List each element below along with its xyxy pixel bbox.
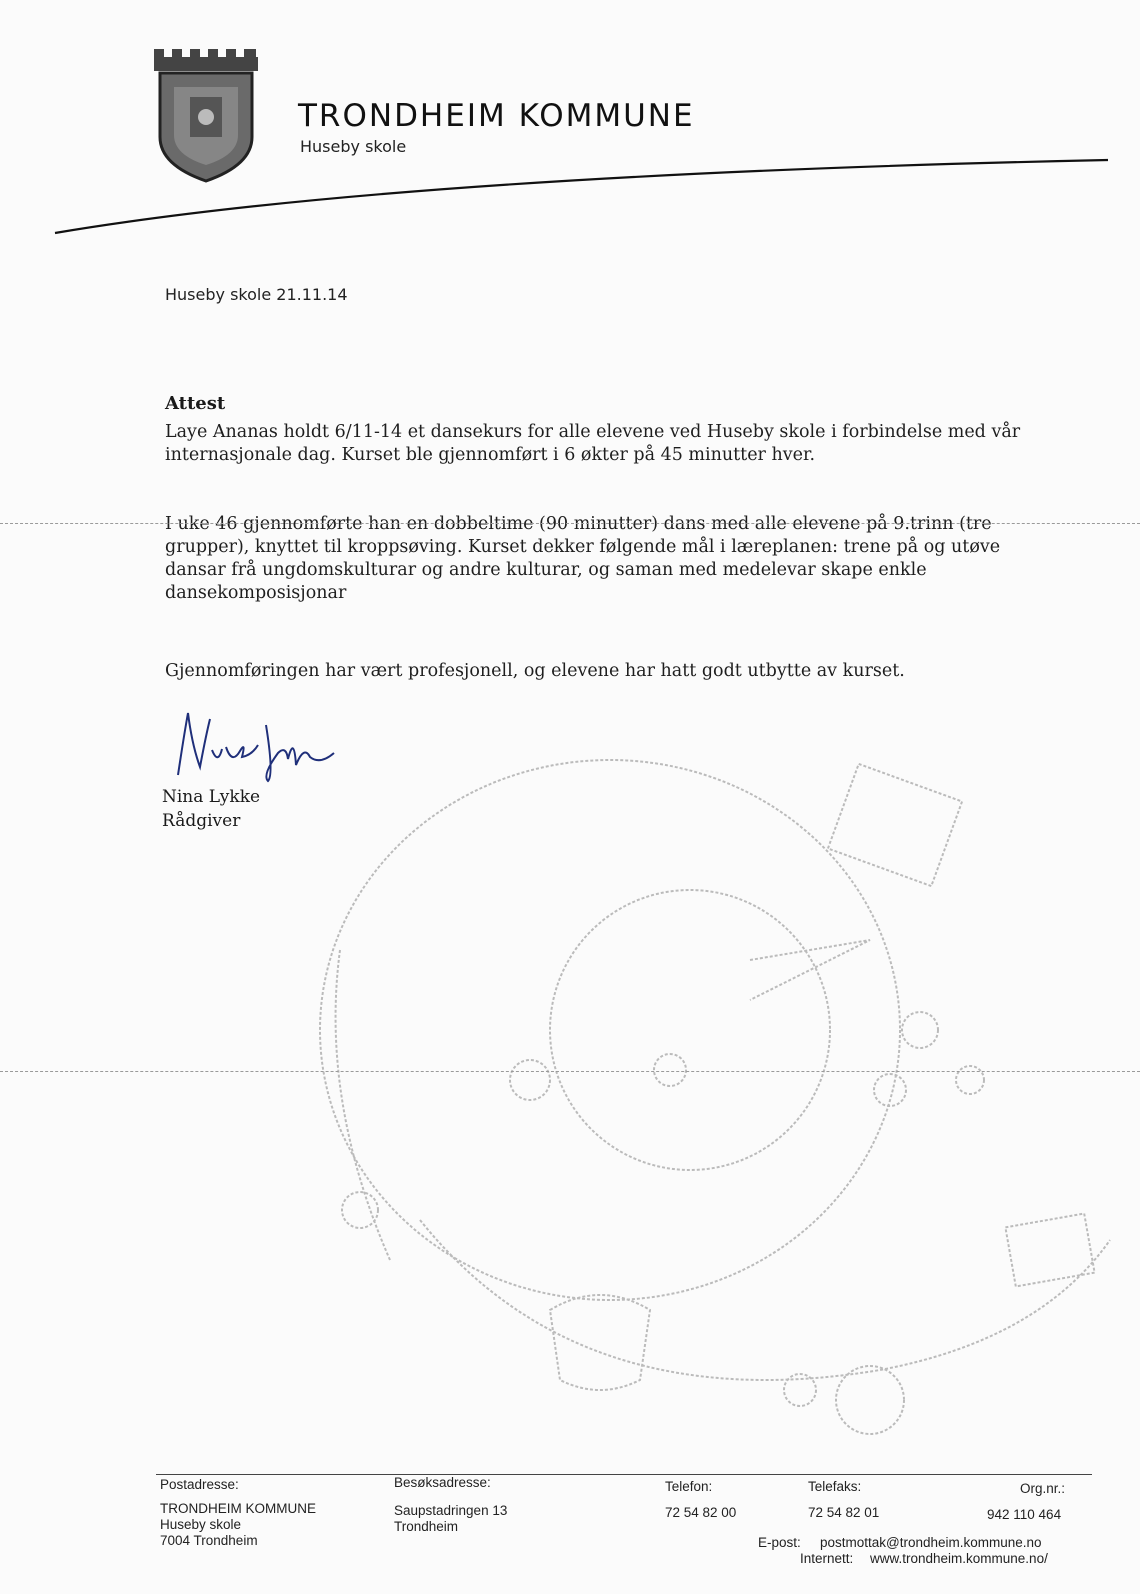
post-address-line: 7004 Trondheim bbox=[160, 1533, 258, 1548]
visit-address-label: Besøksadresse: bbox=[394, 1475, 491, 1490]
visit-address-line: Trondheim bbox=[394, 1519, 459, 1534]
background-illustration bbox=[280, 700, 1130, 1460]
paragraph-2: I uke 46 gjennomførte han en dobbeltime (90 minutter) dans med alle elevene på 9.trinn (tre grupper), knyttet til kroppsøving. Kurset dekker følgende mål i læreplanen: trene på og utøve dansar frå ungdomskulturar og andre kulturar, og saman med medelevar skape enkle dansekomposisjonar bbox=[165, 514, 1001, 603]
organization-name: TRONDHEIM KOMMUNE bbox=[298, 98, 695, 134]
email-label: E-post: bbox=[758, 1535, 801, 1550]
paragraph-1: Laye Ananas holdt 6/11-14 et dansekurs for alle elevene ved Huseby skole i forbindelse med vår internasjonale dag. Kurset ble gjennomført i 6 økter på 45 minutter hver. bbox=[165, 422, 1021, 465]
signer-name: Nina Lykke bbox=[162, 787, 261, 807]
post-address-line: Huseby skole bbox=[160, 1517, 242, 1532]
fax-number: 72 54 82 01 bbox=[808, 1505, 880, 1520]
organization-unit: Huseby skole bbox=[300, 137, 407, 156]
fax-label: Telefaks: bbox=[808, 1479, 862, 1494]
post-address-line: TRONDHEIM KOMMUNE bbox=[160, 1501, 316, 1516]
phone-label: Telefon: bbox=[665, 1479, 713, 1494]
org-number-label: Org.nr.: bbox=[1020, 1481, 1066, 1496]
paragraph-3: Gjennomføringen har vært profesjonell, og elevene har hatt godt utbytte av kurset. bbox=[165, 661, 905, 681]
visit-address-line: Saupstadringen 13 bbox=[394, 1503, 508, 1518]
post-address-label: Postadresse: bbox=[160, 1477, 239, 1492]
footer-divider bbox=[156, 1474, 1092, 1475]
web-address: www.trondheim.kommune.no/ bbox=[870, 1551, 1048, 1566]
signer-role: Rådgiver bbox=[162, 811, 241, 831]
date-line: Huseby skole 21.11.14 bbox=[165, 285, 348, 304]
document-title: Attest bbox=[165, 393, 226, 414]
org-number: 942 110 464 bbox=[987, 1507, 1062, 1522]
header-swoosh-line bbox=[0, 150, 1140, 250]
fold-line bbox=[0, 523, 1140, 524]
fold-line bbox=[0, 1071, 1140, 1072]
phone-number: 72 54 82 00 bbox=[665, 1505, 737, 1520]
email-address: postmottak@trondheim.kommune.no bbox=[820, 1535, 1042, 1550]
web-label: Internett: bbox=[800, 1551, 854, 1566]
